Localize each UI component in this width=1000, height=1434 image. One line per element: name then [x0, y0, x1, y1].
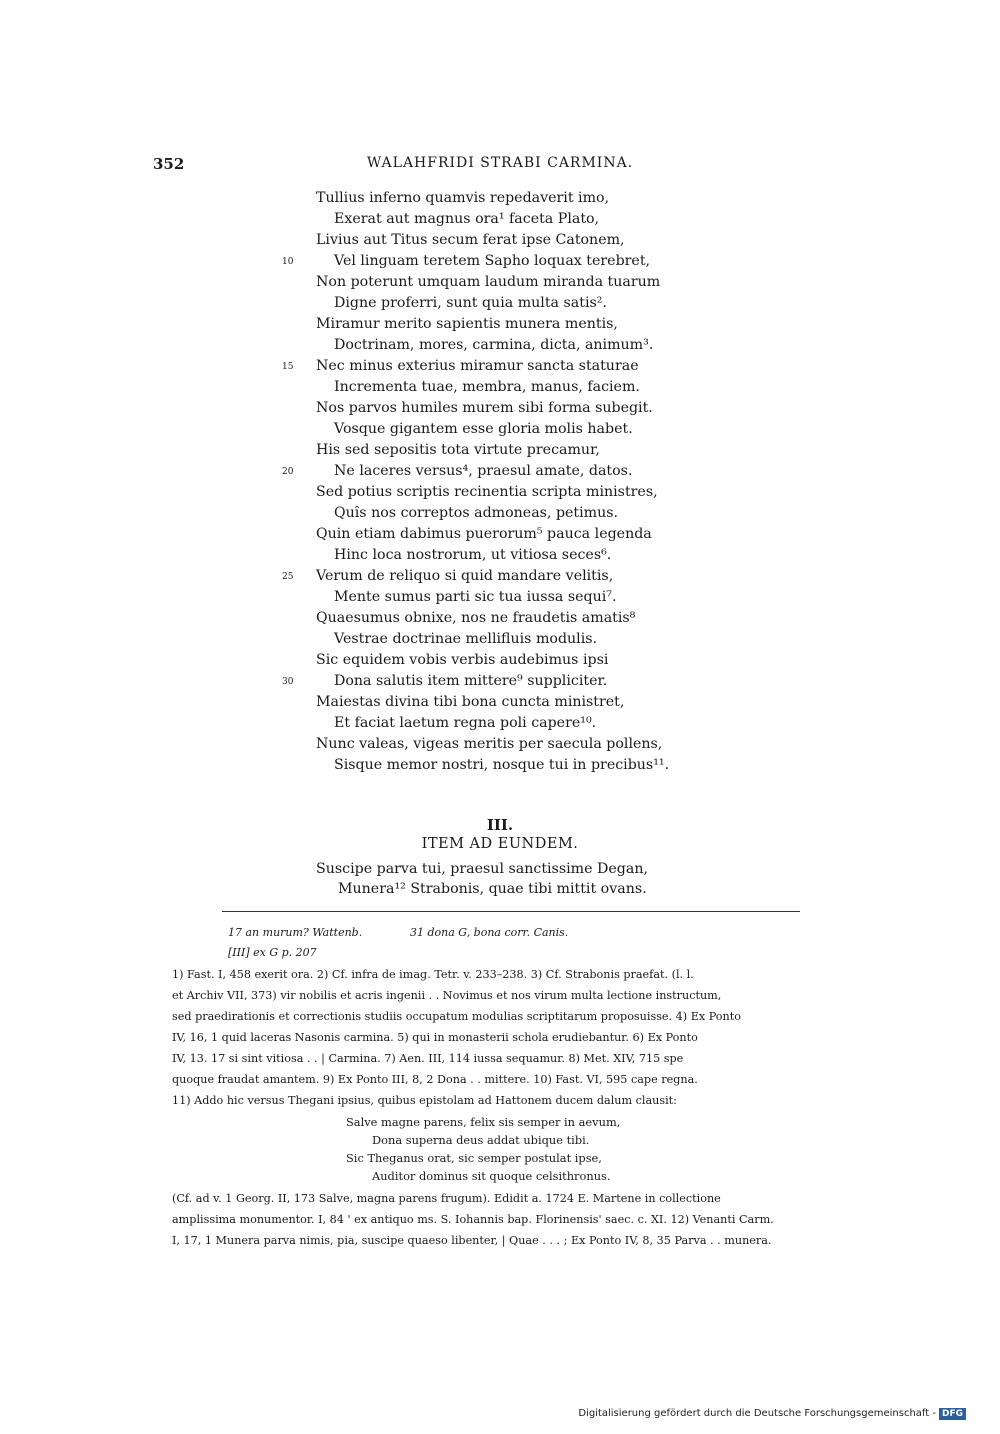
footnote-line: 11) Addo hic versus Thegani ipsius, quibus epistolam ad Hattonem ducem dalum clausit:: [172, 1094, 677, 1107]
verse-line: His sed sepositis tota virtute precamur,: [316, 442, 600, 458]
section-number: III.: [486, 816, 514, 834]
verse-line: Sisque memor nostri, nosque tui in precibus¹¹.: [334, 757, 670, 773]
verse-line: Dona salutis item mittere⁹ suppliciter.: [334, 673, 608, 689]
apparatus-note: [III] ex G p. 207: [228, 946, 317, 959]
footnote-line: (Cf. ad v. 1 Georg. II, 173 Salve, magna parens frugum). Edidit a. 1724 E. Martene in collectione: [172, 1192, 721, 1205]
verse-line: Digne proferri, sunt quia multa satis².: [334, 295, 607, 311]
footnote-verse-line: Dona superna deus addat ubique tibi.: [372, 1133, 590, 1147]
verse-line: Livius aut Titus secum ferat ipse Catonem,: [316, 232, 625, 248]
line-number: 30: [282, 677, 294, 687]
section-title: ITEM AD EUNDEM.: [421, 836, 579, 852]
verse-line: Nec minus exterius miramur sancta staturae: [316, 358, 639, 374]
verse-line: Et faciat laetum regna poli capere¹⁰.: [334, 715, 597, 731]
verse-line: Nunc valeas, vigeas meritis per saecula pollens,: [316, 736, 663, 752]
running-title: WALAHFRIDI STRABI CARMINA.: [366, 155, 634, 171]
verse-line: Verum de reliquo si quid mandare velitis,: [316, 568, 614, 584]
footnote-line: quoque fraudat amantem. 9) Ex Ponto III, 8, 2 Dona . . mittere. 10) Fast. VI, 595 cape regna.: [172, 1073, 698, 1086]
section-verse-line: Suscipe parva tui, praesul sanctissime Degan,: [316, 861, 648, 877]
verse-line: Sed potius scriptis recinentia scripta ministres,: [316, 484, 658, 500]
verse-line: Exerat aut magnus ora¹ faceta Plato,: [334, 211, 600, 227]
verse-line: Quaesumus obnixe, nos ne fraudetis amatis⁸: [316, 610, 636, 626]
line-number: 20: [282, 467, 294, 477]
verse-line: Incrementa tuae, membra, manus, faciem.: [334, 379, 640, 395]
footnote-line: et Archiv VII, 373) vir nobilis et acris ingenii . . Novimus et nos virum multa lectione instructum,: [172, 989, 722, 1002]
verse-line: Ne laceres versus⁴, praesul amate, datos.: [334, 463, 633, 479]
verse-line: Maiestas divina tibi bona cuncta ministret,: [316, 694, 625, 710]
digitization-text: Digitalisierung gefördert durch die Deutsche Forschungsgemeinschaft -: [578, 1408, 936, 1419]
footnote-line: sed praedirationis et correctionis studiis occupatum modulias scriptitarum proposuisse. 4) Ex Ponto: [172, 1010, 741, 1023]
verse-line: Tullius inferno quamvis repedaverit imo,: [316, 190, 610, 206]
footnote-verse-line: Auditor dominus sit quoque celsithronus.: [372, 1169, 611, 1183]
footnote-verse-line: Sic Theganus orat, sic semper postulat ipse,: [346, 1151, 602, 1165]
verse-line: Mente sumus parti sic tua iussa sequi⁷.: [334, 589, 617, 605]
line-number: 10: [282, 257, 294, 267]
line-number: 15: [282, 362, 294, 372]
page-number: 352: [153, 155, 185, 173]
footnote-line: amplissima monumentor. I, 84 ' ex antiquo ms. S. Iohannis bap. Florinensis' saec. c. XI. 12) Venanti Carm.: [172, 1213, 774, 1226]
verse-line: Vel linguam teretem Sapho loquax terebret,: [334, 253, 651, 269]
verse-line: Non poterunt umquam laudum miranda tuarum: [316, 274, 661, 290]
verse-line: Hinc loca nostrorum, ut vitiosa seces⁶.: [334, 547, 612, 563]
footnote-divider: [222, 911, 800, 912]
verse-line: Quin etiam dabimus puerorum⁵ pauca legenda: [316, 526, 652, 542]
apparatus-note: 17 an murum? Wattenb.: [228, 926, 363, 939]
verse-line: Doctrinam, mores, carmina, dicta, animum³.: [334, 337, 654, 353]
footnote-line: IV, 16, 1 quid laceras Nasonis carmina. 5) qui in monasterii schola erudiebantur. 6) Ex Ponto: [172, 1031, 698, 1044]
verse-line: Quîs nos correptos admoneas, petimus.: [334, 505, 619, 521]
line-number: 25: [282, 572, 294, 582]
digitization-credit: [578, 1408, 966, 1420]
verse-line: Vosque gigantem esse gloria molis habet.: [334, 421, 633, 437]
footnote-line: IV, 13. 17 si sint vitiosa . . | Carmina. 7) Aen. III, 114 iussa sequamur. 8) Met. XIV, 715 spe: [172, 1052, 684, 1065]
verse-line: Nos parvos humiles murem sibi forma subegit.: [316, 400, 653, 416]
apparatus-note: 31 dona G, bona corr. Canis.: [410, 926, 569, 939]
section-verse-line: Munera¹² Strabonis, quae tibi mittit ovans.: [338, 881, 647, 897]
footnote-verse-line: Salve magne parens, felix sis semper in aevum,: [346, 1115, 621, 1129]
footnote-line: I, 17, 1 Munera parva nimis, pia, suscipe quaeso libenter, | Quae . . . ; Ex Ponto IV, 8, 35 Parva . . munera.: [172, 1234, 772, 1247]
verse-line: Sic equidem vobis verbis audebimus ipsi: [316, 652, 609, 668]
verse-line: Vestrae doctrinae mellifluis modulis.: [334, 631, 598, 647]
dfg-logo: DFG: [939, 1408, 966, 1420]
verse-line: Miramur merito sapientis munera mentis,: [316, 316, 618, 332]
footnote-line: 1) Fast. I, 458 exerit ora. 2) Cf. infra de imag. Tetr. v. 233–238. 3) Cf. Strabonis praefat. (l. l.: [172, 968, 694, 981]
